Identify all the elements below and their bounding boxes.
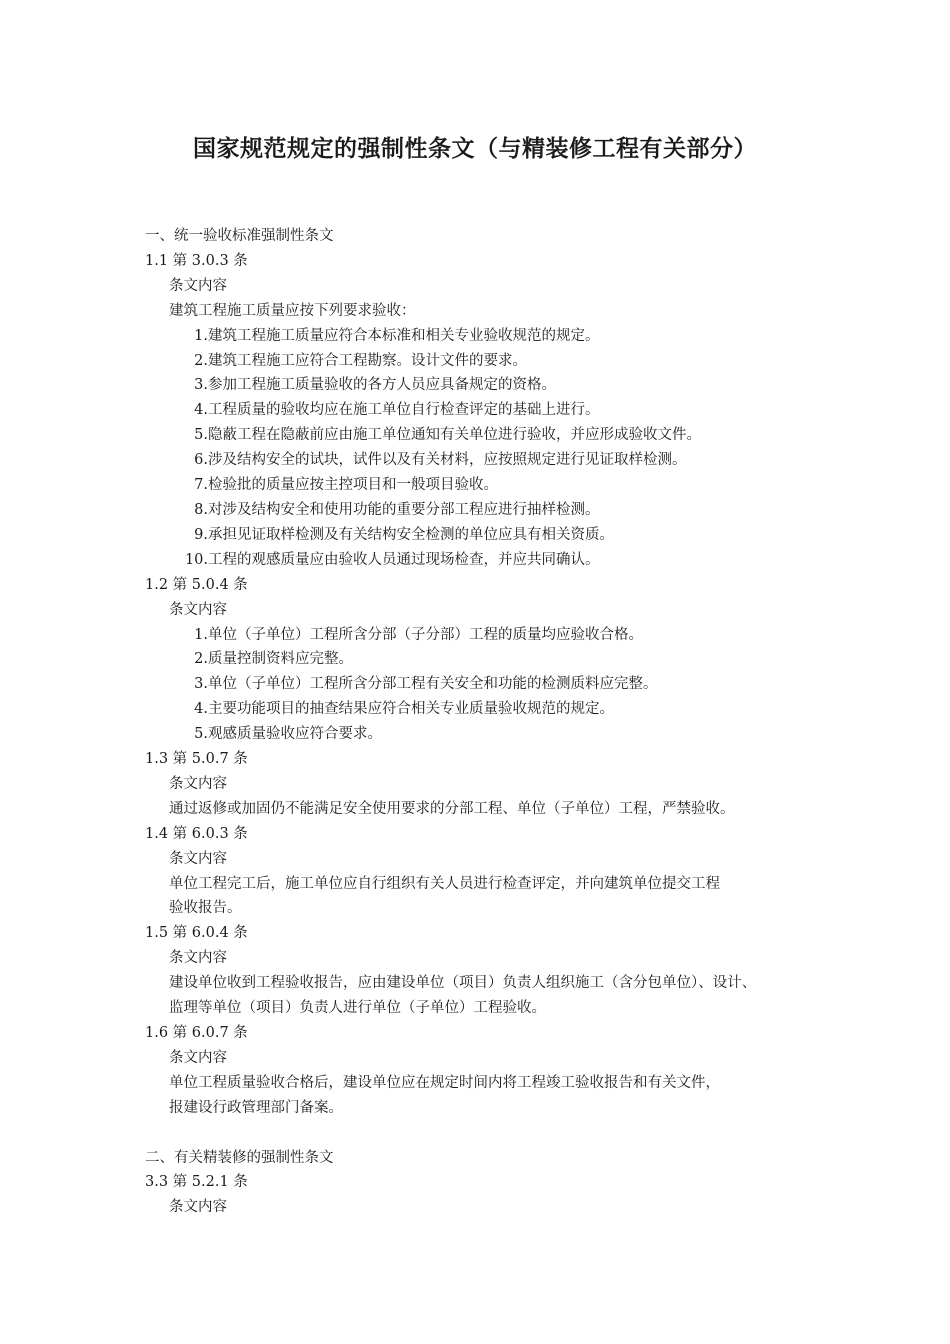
clause-text: 验收报告。 [169,900,242,917]
clause-list [145,324,825,573]
section-heading: 二、有关精装修的强制性条文 [145,1149,334,1166]
list-item: 7. 检验批的质量应按主控项目和一般项目验收。 [194,477,498,494]
list-item: 8. 对涉及结构安全和使用功能的重要分部工程应进行抽样检测。 [194,501,600,518]
clause-label: 条文内容 [169,1049,227,1066]
list-item: 3. 单位（子单位）工程所含分部工程有关安全和功能的检测质料应完整。 [194,676,658,693]
document-body [145,224,825,1220]
clause-heading: 1.1 第 3.0.3 条 [145,252,248,269]
clause-label: 条文内容 [169,950,227,967]
list-item: 5. 观感质量验收应符合要求。 [194,726,382,743]
clause-heading: 1.6 第 6.0.7 条 [145,1025,248,1041]
list-item: 10. 工程的观感质量应由验收人员通过现场检查，并应共同确认。 [184,551,600,568]
clause-heading: 1.2 第 5.0.4 条 [145,576,248,593]
list-item: 2. 质量控制资料应完整。 [194,651,353,668]
clause-text: 通过返修或加固仍不能满足安全使用要求的分部工程、单位（子单位）工程，严禁验收。 [169,800,735,817]
list-item: 4. 工程质量的验收均应在施工单位自行检查评定的基础上进行。 [194,402,600,419]
page-title: 国家规范规定的强制性条文（与精装修工程有关部分） [193,136,757,162]
section-heading: 一、统一验收标准强制性条文 [145,228,334,244]
clause-intro: 建筑工程施工质量应按下列要求验收： [169,302,416,319]
clause-label: 条文内容 [169,277,227,294]
clause-label: 条文内容 [169,601,227,618]
list-item: 1. 建筑工程施工质量应符合本标准和相关专业验收规范的规定。 [194,327,600,344]
clause-heading: 1.4 第 6.0.3 条 [145,825,248,842]
list-item: 1. 单位（子单位）工程所含分部（子分部）工程的质量均应验收合格。 [194,626,643,643]
clause-label: 条文内容 [169,850,227,867]
clause-heading: 3.3 第 5.2.1 条 [145,1174,248,1191]
clause-heading: 1.3 第 5.0.7 条 [145,751,248,768]
clause-list [145,623,825,748]
list-item: 9. 承担见证取样检测及有关结构安全检测的单位应具有相关资质。 [194,526,614,543]
clause-text: 监理等单位（项目）负责人进行单位（子单位）工程验收。 [169,1000,546,1017]
list-item: 3. 参加工程施工质量验收的各方人员应具备规定的资格。 [194,377,556,394]
clause-label: 条文内容 [169,775,227,792]
section-gap [145,1121,825,1146]
list-item: 4. 主要功能项目的抽查结果应符合相关专业质量验收规范的规定。 [194,701,614,718]
list-item: 5. 隐蔽工程在隐蔽前应由施工单位通知有关单位进行验收，并应形成验收文件。 [194,427,701,444]
clause-text: 报建设行政管理部门备案。 [169,1099,343,1116]
clause-heading: 1.5 第 6.0.4 条 [145,925,248,942]
list-item: 2. 建筑工程施工应符合工程勘察。设计文件的要求。 [194,352,527,369]
clause-text: 单位工程完工后，施工单位应自行组织有关人员进行检查评定，并向建筑单位提交工程 [169,875,720,892]
clause-text: 单位工程质量验收合格后，建设单位应在规定时间内将工程竣工验收报告和有关文件， [169,1074,720,1091]
list-item: 6. 涉及结构安全的试块，试件以及有关材料，应按照规定进行见证取样检测。 [194,452,687,469]
clause-text: 建设单位收到工程验收报告，应由建设单位（项目）负责人组织施工（含分包单位）、设计、 [169,975,757,992]
clause-label: 条文内容 [169,1199,227,1216]
